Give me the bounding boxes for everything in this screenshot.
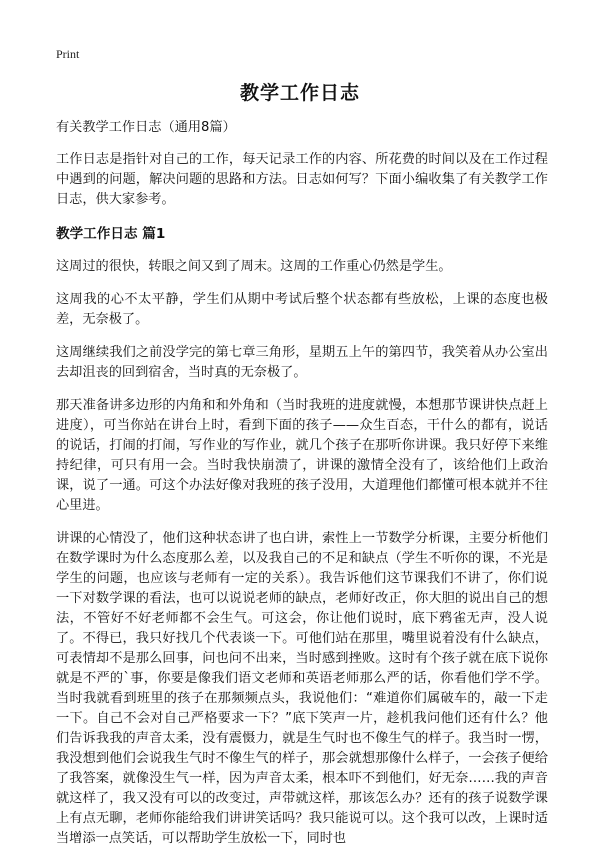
page-title: 教学工作日志 [239,82,360,104]
document-subtitle: 有关教学工作日志（通用8篇） [56,120,236,135]
body-paragraph-3: 这周继续我们之前没学完的第七章三角形，星期五上午的第四节，我笑着从办公室出去却沮丧的回到宿舍，当时真的无奈极了。 [56,345,548,380]
body-paragraph-5: 讲课的心情没了，他们这种状态讲了也白讲，索性上一节数学分析课，主要分析他们在数学课时为什么态度那么差，以及我自己的不足和缺点（学生不听你的课，不光是学生的问题，也应该与老师有一定的关系）。我告诉他们这节课我们不讲了，你们说一下对数学课的看法，也可以说说老师的缺点，老师好改正，你大胆的说出自己的想法，不管好不好老师都不会生气。可这会，你让他们说时，底下鸦雀无声，没人说了。不得已，我只好找几个代表谈一下。可他们站在那里，嘴里说着没有什么缺点，可表情却不是那么回事，问也问不出来，当时感到挫败。这时有个孩子就在底下说你就是不严的`事，你要是像我们语文老师和英语老师那么严的话，你看他们学不学。当时我就看到班里的孩子在那频频点头，我说他们：“难道你们属破车的，敲一下走一下。自己不会对自己严格要求一下？”底下笑声一片，趁机我问他们还有什么？他们告诉我我的声音太柔，没有震慑力，就是生气时也不像生气的样子。我当时一愣，我没想到他们会说我生气时不像生气的样子，那会就想那像什么样子，一会孩子便给了我答案，就像没生气一样，因为声音太柔，根本吓不到他们，好无奈……我的声音就这样了，我又没有可以的改变过，声带就这样，那该怎么办？还有的孩子说数学课上有点无聊，老师你能给我们讲讲笑话吗？我只能说可以。这个我可以改，上课时适当增添一点笑话，可以帮助学生放松一下，同时也 [56,531,548,846]
intro-paragraph: 工作日志是指针对自己的工作，每天记录工作的内容、所花费的时间以及在工作过程中遇到的问题，解决问题的思路和方法。日志如何写？下面小编收集了有关教学工作日志，供大家参考。 [56,152,548,207]
article-body [56,118,548,862]
body-paragraph-1: 这周过的很快，转眼之间又到了周末。这周的工作重心仍然是学生。 [56,259,452,274]
print-link[interactable]: Print [56,47,80,61]
body-paragraph-4: 那天准备讲多边形的内角和和外角和（当时我班的进度就慢，本想那节课讲快点赶上进度），可当你站在讲台上时，看到下面的孩子——众生百态，干什么的都有，说话的说话，打闹的打闹，写作业的写作业，就几个孩子在那听你讲课。我只好停下来维持纪律，可只有用一会。当时我快崩溃了，讲课的激情全没有了，该给他们上政治课，说了一通。可这个办法好像对我班的孩子没用，大道理他们都懂可根本就并不往心里进。 [56,398,548,513]
body-paragraph-2: 这周我的心不太平静，学生们从期中考试后整个状态都有些放松，上课的态度也极差，无奈极了。 [56,292,548,327]
section-heading: 教学工作日志 篇1 [56,226,166,242]
